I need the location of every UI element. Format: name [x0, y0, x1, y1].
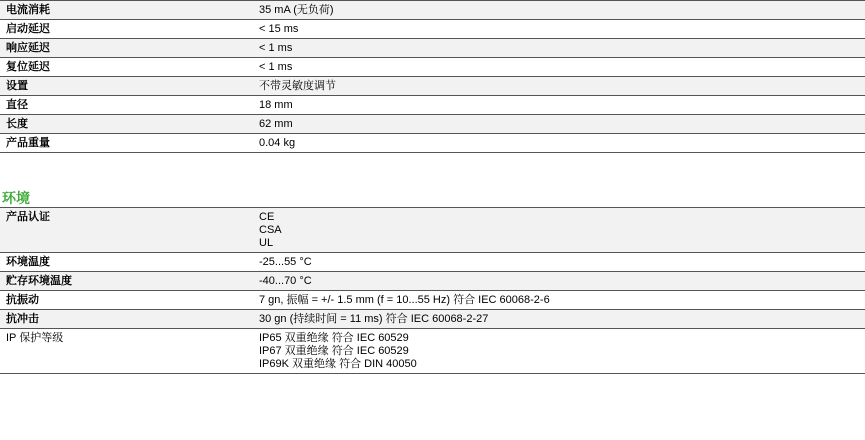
spec-label: 长度: [0, 115, 253, 134]
spec-value: 不带灵敏度调节: [253, 77, 865, 96]
spec-value: 7 gn, 振幅 = +/- 1.5 mm (f = 10...55 Hz) 符合 IEC 60068-2-6: [253, 291, 865, 310]
spec-value: < 1 ms: [253, 39, 865, 58]
section-spacer: [0, 153, 865, 189]
table-row: [0, 291, 865, 310]
spec-value-line: CSA: [259, 224, 282, 236]
table-row: [0, 20, 865, 39]
spec-label: IP 保护等级: [0, 329, 253, 374]
spec-label: 直径: [0, 96, 253, 115]
spec-value: [253, 208, 865, 253]
table-row: [0, 310, 865, 329]
spec-value: -40...70 °C: [253, 272, 865, 291]
spec-value-line: UL: [259, 237, 274, 249]
table-row: [0, 96, 865, 115]
spec-value: 62 mm: [253, 115, 865, 134]
spec-value: 18 mm: [253, 96, 865, 115]
spec-table-general: [0, 0, 865, 153]
table-row: [0, 77, 865, 96]
spec-label: 产品重量: [0, 134, 253, 153]
table-row: [0, 115, 865, 134]
spec-label: 电流消耗: [0, 1, 253, 20]
table-row: [0, 272, 865, 291]
spec-label: 抗冲击: [0, 310, 253, 329]
spec-label: 启动延迟: [0, 20, 253, 39]
table-row: [0, 1, 865, 20]
spec-label: 抗振动: [0, 291, 253, 310]
spec-label: 贮存环境温度: [0, 272, 253, 291]
spec-value: < 1 ms: [253, 58, 865, 77]
table-row: [0, 134, 865, 153]
table-row: [0, 39, 865, 58]
spec-label: 产品认证: [0, 208, 253, 253]
spec-value: -25...55 °C: [253, 253, 865, 272]
spec-value-line: IP67 双重绝缘 符合 IEC 60529: [259, 345, 409, 357]
spec-value-line: IP65 双重绝缘 符合 IEC 60529: [259, 332, 409, 344]
spec-value: 30 gn (持续时间 = 11 ms) 符合 IEC 60068-2-27: [253, 310, 865, 329]
table-row: [0, 329, 865, 374]
table-row: [0, 58, 865, 77]
spec-value: [253, 329, 865, 374]
spec-value-line: IP69K 双重绝缘 符合 DIN 40050: [259, 358, 417, 370]
spec-value: 0.04 kg: [253, 134, 865, 153]
spec-label: 复位延迟: [0, 58, 253, 77]
table-row: [0, 253, 865, 272]
spec-value: < 15 ms: [253, 20, 865, 39]
spec-value: 35 mA (无负荷): [253, 1, 865, 20]
spec-label: 响应延迟: [0, 39, 253, 58]
spec-label: 设置: [0, 77, 253, 96]
spec-value-line: CE: [259, 211, 275, 223]
spec-table-environment: [0, 207, 865, 374]
section-title-environment: 环境: [2, 190, 30, 206]
table-row: [0, 208, 865, 253]
spec-label: 环境温度: [0, 253, 253, 272]
